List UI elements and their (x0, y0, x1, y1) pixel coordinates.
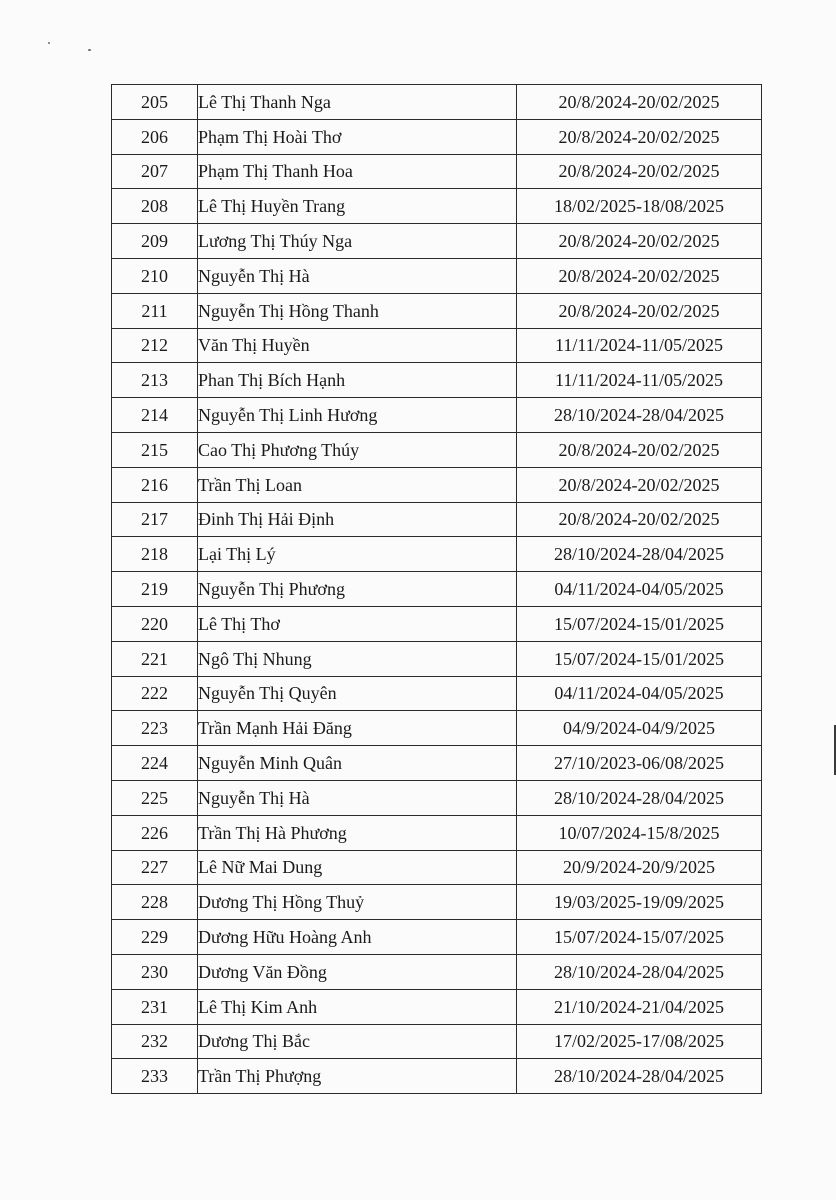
period-cell: 28/10/2024-28/04/2025 (517, 398, 762, 433)
table-row (112, 746, 762, 781)
table-row (112, 189, 762, 224)
period-cell: 20/8/2024-20/02/2025 (517, 85, 762, 120)
name-cell: Nguyễn Thị Phương (198, 572, 517, 607)
row-number-cell: 213 (112, 363, 198, 398)
table-row (112, 885, 762, 920)
row-number-cell: 220 (112, 606, 198, 641)
period-cell: 17/02/2025-17/08/2025 (517, 1024, 762, 1059)
row-number-cell: 233 (112, 1059, 198, 1094)
period-cell: 28/10/2024-28/04/2025 (517, 537, 762, 572)
name-cell: Dương Hữu Hoàng Anh (198, 920, 517, 955)
table-row (112, 398, 762, 433)
row-number-cell: 219 (112, 572, 198, 607)
row-number-cell: 231 (112, 989, 198, 1024)
table-row (112, 224, 762, 259)
row-number-cell: 232 (112, 1024, 198, 1059)
table-row (112, 920, 762, 955)
period-cell: 27/10/2023-06/08/2025 (517, 746, 762, 781)
scan-speck (88, 49, 91, 51)
table-row (112, 293, 762, 328)
table-row (112, 432, 762, 467)
table-row (112, 537, 762, 572)
period-cell: 28/10/2024-28/04/2025 (517, 954, 762, 989)
name-cell: Phan Thị Bích Hạnh (198, 363, 517, 398)
name-cell: Ngô Thị Nhung (198, 641, 517, 676)
period-cell: 20/8/2024-20/02/2025 (517, 258, 762, 293)
table-row (112, 467, 762, 502)
row-number-cell: 216 (112, 467, 198, 502)
period-cell: 28/10/2024-28/04/2025 (517, 780, 762, 815)
name-cell: Trần Mạnh Hải Đăng (198, 711, 517, 746)
table-row (112, 572, 762, 607)
row-number-cell: 218 (112, 537, 198, 572)
table-row (112, 676, 762, 711)
table-row (112, 606, 762, 641)
name-cell: Nguyễn Thị Linh Hương (198, 398, 517, 433)
row-number-cell: 223 (112, 711, 198, 746)
row-number-cell: 211 (112, 293, 198, 328)
table-row (112, 363, 762, 398)
name-cell: Lê Nữ Mai Dung (198, 850, 517, 885)
period-cell: 20/8/2024-20/02/2025 (517, 432, 762, 467)
name-cell: Văn Thị Huyền (198, 328, 517, 363)
row-number-cell: 226 (112, 815, 198, 850)
period-cell: 19/03/2025-19/09/2025 (517, 885, 762, 920)
period-cell: 20/8/2024-20/02/2025 (517, 154, 762, 189)
table-row (112, 1059, 762, 1094)
table-row (112, 711, 762, 746)
name-cell: Dương Thị Hồng Thuỷ (198, 885, 517, 920)
table-row (112, 641, 762, 676)
name-cell: Đinh Thị Hải Định (198, 502, 517, 537)
name-cell: Trần Thị Hà Phương (198, 815, 517, 850)
name-cell: Nguyễn Minh Quân (198, 746, 517, 781)
row-number-cell: 224 (112, 746, 198, 781)
row-number-cell: 214 (112, 398, 198, 433)
period-cell: 04/9/2024-04/9/2025 (517, 711, 762, 746)
period-cell: 11/11/2024-11/05/2025 (517, 328, 762, 363)
row-number-cell: 210 (112, 258, 198, 293)
row-number-cell: 228 (112, 885, 198, 920)
table-row (112, 154, 762, 189)
period-cell: 10/07/2024-15/8/2025 (517, 815, 762, 850)
row-number-cell: 221 (112, 641, 198, 676)
name-cell: Cao Thị Phương Thúy (198, 432, 517, 467)
table-row (112, 780, 762, 815)
name-cell: Lê Thị Kim Anh (198, 989, 517, 1024)
table-row (112, 258, 762, 293)
period-cell: 18/02/2025-18/08/2025 (517, 189, 762, 224)
row-number-cell: 209 (112, 224, 198, 259)
period-cell: 20/8/2024-20/02/2025 (517, 502, 762, 537)
roster-table-body (112, 85, 762, 1094)
roster-table (111, 84, 762, 1094)
row-number-cell: 230 (112, 954, 198, 989)
name-cell: Dương Thị Bắc (198, 1024, 517, 1059)
name-cell: Lương Thị Thúy Nga (198, 224, 517, 259)
row-number-cell: 208 (112, 189, 198, 224)
row-number-cell: 227 (112, 850, 198, 885)
name-cell: Nguyễn Thị Hồng Thanh (198, 293, 517, 328)
table-row (112, 850, 762, 885)
period-cell: 15/07/2024-15/01/2025 (517, 606, 762, 641)
period-cell: 20/8/2024-20/02/2025 (517, 467, 762, 502)
name-cell: Lê Thị Thanh Nga (198, 85, 517, 120)
row-number-cell: 222 (112, 676, 198, 711)
scan-speck (48, 42, 50, 44)
period-cell: 20/8/2024-20/02/2025 (517, 224, 762, 259)
name-cell: Lại Thị Lý (198, 537, 517, 572)
name-cell: Lê Thị Huyền Trang (198, 189, 517, 224)
table-row (112, 328, 762, 363)
name-cell: Dương Văn Đồng (198, 954, 517, 989)
table-row (112, 502, 762, 537)
name-cell: Lê Thị Thơ (198, 606, 517, 641)
row-number-cell: 217 (112, 502, 198, 537)
period-cell: 20/8/2024-20/02/2025 (517, 293, 762, 328)
row-number-cell: 205 (112, 85, 198, 120)
row-number-cell: 206 (112, 119, 198, 154)
period-cell: 21/10/2024-21/04/2025 (517, 989, 762, 1024)
table-row (112, 989, 762, 1024)
name-cell: Phạm Thị Hoài Thơ (198, 119, 517, 154)
period-cell: 15/07/2024-15/01/2025 (517, 641, 762, 676)
name-cell: Trần Thị Loan (198, 467, 517, 502)
period-cell: 20/9/2024-20/9/2025 (517, 850, 762, 885)
period-cell: 11/11/2024-11/05/2025 (517, 363, 762, 398)
period-cell: 04/11/2024-04/05/2025 (517, 572, 762, 607)
row-number-cell: 207 (112, 154, 198, 189)
period-cell: 15/07/2024-15/07/2025 (517, 920, 762, 955)
table-row (112, 815, 762, 850)
table-row (112, 954, 762, 989)
name-cell: Trần Thị Phượng (198, 1059, 517, 1094)
table-row (112, 119, 762, 154)
row-number-cell: 229 (112, 920, 198, 955)
period-cell: 20/8/2024-20/02/2025 (517, 119, 762, 154)
table-row (112, 1024, 762, 1059)
name-cell: Nguyễn Thị Hà (198, 258, 517, 293)
period-cell: 04/11/2024-04/05/2025 (517, 676, 762, 711)
name-cell: Nguyễn Thị Quyên (198, 676, 517, 711)
row-number-cell: 225 (112, 780, 198, 815)
period-cell: 28/10/2024-28/04/2025 (517, 1059, 762, 1094)
name-cell: Nguyễn Thị Hà (198, 780, 517, 815)
row-number-cell: 212 (112, 328, 198, 363)
row-number-cell: 215 (112, 432, 198, 467)
name-cell: Phạm Thị Thanh Hoa (198, 154, 517, 189)
table-row (112, 85, 762, 120)
